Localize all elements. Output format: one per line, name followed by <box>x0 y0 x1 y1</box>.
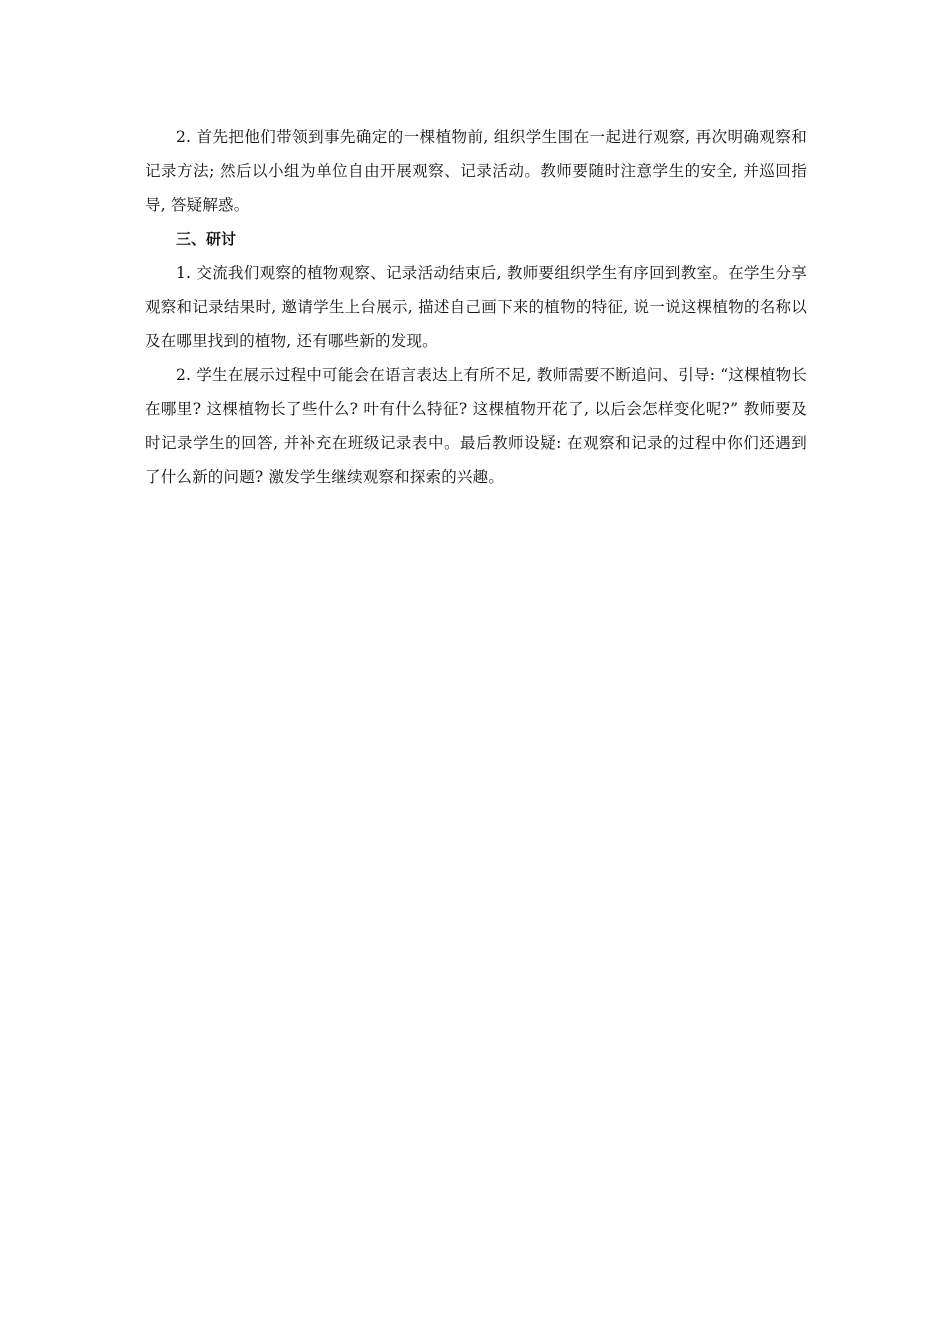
paragraph-guided-questions: 2. 学生在展示过程中可能会在语言表达上有所不足, 教师需要不断追问、引导: “这棵植物长在哪里? 这棵植物长了些什么? 叶有什么特征? 这棵植物开花了, 以后会怎样变化呢?” 教师要及时记录学生的回答, 并补充在班级记录表中。最后教师设疑: 在观察和记录的过程中你们还遇到了什么新的问题? 激发学生继续观察和探索的兴趣。 <box>145 366 807 486</box>
section-heading-discussion: 三、研讨 <box>176 230 237 248</box>
document-body <box>145 120 807 494</box>
paragraph-observation-activity: 2. 首先把他们带领到事先确定的一棵植物前, 组织学生围在一起进行观察, 再次明确观察和记录方法; 然后以小组为单位自由开展观察、记录活动。教师要随时注意学生的安全, 并巡回指导, 答疑解惑。 <box>145 128 807 214</box>
paragraph-share-results: 1. 交流我们观察的植物观察、记录活动结束后, 教师要组织学生有序回到教室。在学生分享观察和记录结果时, 邀请学生上台展示, 描述自己画下来的植物的特征, 说一说这棵植物的名称以及在哪里找到的植物, 还有哪些新的发现。 <box>145 264 807 350</box>
